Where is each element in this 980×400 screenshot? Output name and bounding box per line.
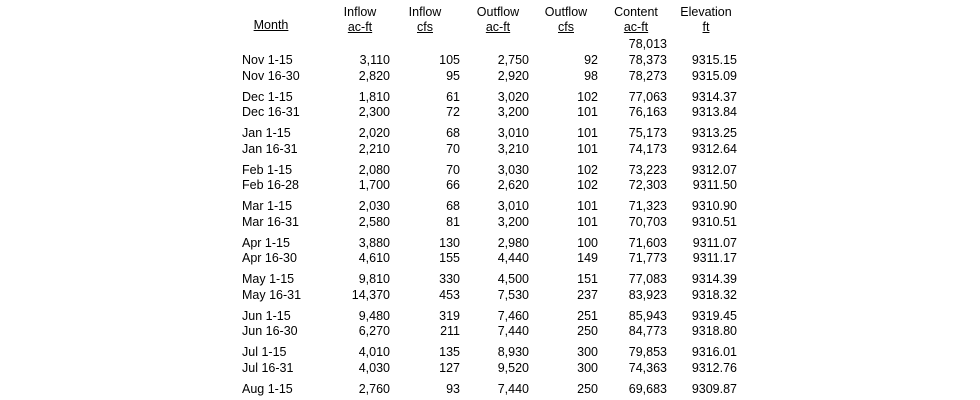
content-cell: 69,683 <box>628 381 667 396</box>
content-cell: 73,223 <box>628 162 667 177</box>
outflow-cfs-cell: 250 <box>577 381 598 396</box>
inflow-cfs-cell: 130 <box>439 235 460 250</box>
inflow-cfs-cell: 61 <box>446 89 460 104</box>
elevation-cell: 9311.17 <box>692 251 737 265</box>
month-cell: Aug 1-15 <box>242 381 293 396</box>
inflow-cfs-cell: 81 <box>446 214 460 229</box>
inflow-acft-cell: 3,110 <box>359 53 390 67</box>
outflow-acft-cell: 3,210 <box>497 141 529 156</box>
inflow-cfs-cell: 70 <box>446 162 460 177</box>
inflow-acft-cell: 9,480 <box>358 308 390 323</box>
month-cell: Mar 1-15 <box>242 199 293 213</box>
month-cell: Dec 1-15 <box>242 89 293 104</box>
month-cell: Apr 1-15 <box>242 235 290 250</box>
content-cell: 71,603 <box>628 235 667 250</box>
outflow-acft-cell: 8,930 <box>497 345 529 359</box>
header-inflow-acft-line2: ac-ft <box>347 20 373 34</box>
inflow-cfs-cell: 68 <box>446 126 460 140</box>
inflow-cfs-cell: 135 <box>439 345 460 359</box>
outflow-acft-cell: 7,440 <box>497 324 529 338</box>
outflow-cfs-cell: 300 <box>577 360 598 375</box>
outflow-acft-cell: 7,460 <box>497 308 529 323</box>
inflow-cfs-cell: 155 <box>439 251 460 265</box>
elevation-cell: 9314.39 <box>691 272 737 286</box>
inflow-cfs-cell: 93 <box>446 381 460 396</box>
outflow-cfs-cell: 100 <box>577 235 598 250</box>
header-inflow-cfs-line1: Inflow <box>408 5 442 19</box>
inflow-acft-cell: 2,300 <box>358 105 390 119</box>
inflow-cfs-cell: 68 <box>446 199 460 213</box>
header-inflow-cfs-line2: cfs <box>417 20 433 34</box>
outflow-cfs-cell: 149 <box>577 251 598 265</box>
elevation-cell: 9309.87 <box>691 381 737 396</box>
elevation-cell: 9311.50 <box>692 178 737 192</box>
outflow-cfs-cell: 300 <box>577 345 598 359</box>
outflow-acft-cell: 7,530 <box>497 287 529 302</box>
outflow-cfs-cell: 102 <box>577 89 598 104</box>
header-outflow-cfs-line2: cfs <box>558 20 574 34</box>
outflow-cfs-cell: 102 <box>577 178 598 192</box>
outflow-acft-cell: 4,440 <box>497 251 529 265</box>
outflow-acft-cell: 3,200 <box>497 105 529 119</box>
content-cell: 71,323 <box>628 199 667 213</box>
outflow-cfs-cell: 101 <box>577 141 598 156</box>
content-cell: 70,703 <box>628 214 667 229</box>
content-cell: 83,923 <box>628 287 667 302</box>
content-cell: 84,773 <box>628 324 667 338</box>
outflow-cfs-cell: 92 <box>584 53 598 67</box>
elevation-cell: 9310.51 <box>691 214 737 229</box>
header-inflow-acft-line1: Inflow <box>343 5 377 19</box>
inflow-acft-cell: 14,370 <box>351 287 390 302</box>
month-cell: May 16-31 <box>242 287 302 302</box>
month-cell: Nov 16-30 <box>242 68 300 83</box>
content-cell: 79,853 <box>628 345 667 359</box>
outflow-acft-cell: 3,010 <box>497 199 529 213</box>
initial-content-value: 78,013 <box>628 37 667 51</box>
inflow-cfs-cell: 319 <box>439 308 460 323</box>
outflow-cfs-cell: 251 <box>577 308 598 323</box>
outflow-cfs-cell: 101 <box>577 105 598 119</box>
inflow-acft-cell: 2,030 <box>358 199 390 213</box>
header-outflow-acft-line2: ac-ft <box>485 20 511 34</box>
inflow-acft-cell: 4,610 <box>358 251 390 265</box>
elevation-cell: 9314.37 <box>691 89 737 104</box>
content-cell: 78,273 <box>628 68 667 83</box>
elevation-cell: 9315.09 <box>691 68 737 83</box>
month-cell: Jan 1-15 <box>242 126 291 140</box>
inflow-cfs-cell: 66 <box>446 178 460 192</box>
month-cell: Feb 16-28 <box>242 178 299 192</box>
month-cell: Jun 16-30 <box>242 324 298 338</box>
inflow-cfs-cell: 70 <box>446 141 460 156</box>
content-cell: 77,083 <box>628 272 667 286</box>
month-cell: Mar 16-31 <box>242 214 299 229</box>
inflow-acft-cell: 1,810 <box>358 89 390 104</box>
outflow-acft-cell: 2,980 <box>497 235 529 250</box>
outflow-acft-cell: 3,020 <box>497 89 529 104</box>
elevation-cell: 9310.90 <box>691 199 737 213</box>
inflow-acft-cell: 2,020 <box>358 126 390 140</box>
month-cell: Jul 16-31 <box>242 360 294 375</box>
outflow-cfs-cell: 101 <box>577 126 598 140</box>
inflow-acft-cell: 1,700 <box>358 178 390 192</box>
inflow-acft-cell: 2,820 <box>358 68 390 83</box>
outflow-cfs-cell: 151 <box>577 272 598 286</box>
inflow-acft-cell: 2,580 <box>358 214 390 229</box>
outflow-acft-cell: 3,010 <box>497 126 529 140</box>
inflow-cfs-cell: 95 <box>446 68 460 83</box>
outflow-acft-cell: 3,030 <box>497 162 529 177</box>
header-outflow-acft-line1: Outflow <box>476 5 520 19</box>
elevation-cell: 9312.07 <box>691 162 737 177</box>
content-cell: 74,173 <box>628 141 667 156</box>
content-cell: 71,773 <box>628 251 667 265</box>
elevation-cell: 9319.45 <box>691 308 737 323</box>
elevation-cell: 9318.32 <box>691 287 737 302</box>
content-cell: 72,303 <box>628 178 667 192</box>
elevation-cell: 9315.15 <box>691 53 737 67</box>
inflow-acft-cell: 9,810 <box>358 272 390 286</box>
header-elevation-line2: ft <box>702 20 710 34</box>
outflow-acft-cell: 4,500 <box>497 272 529 286</box>
outflow-acft-cell: 9,520 <box>497 360 529 375</box>
inflow-cfs-cell: 453 <box>439 287 460 302</box>
month-cell: Jul 1-15 <box>242 345 287 359</box>
month-cell: Nov 1-15 <box>242 53 293 67</box>
header-outflow-cfs-line1: Outflow <box>544 5 588 19</box>
outflow-acft-cell: 2,750 <box>497 53 529 67</box>
content-cell: 74,363 <box>628 360 667 375</box>
elevation-cell: 9318.80 <box>691 324 737 338</box>
month-cell: Jan 16-31 <box>242 141 298 156</box>
inflow-cfs-cell: 72 <box>446 105 460 119</box>
content-cell: 85,943 <box>628 308 667 323</box>
elevation-cell: 9312.76 <box>691 360 737 375</box>
outflow-acft-cell: 2,620 <box>497 178 529 192</box>
elevation-cell: 9312.64 <box>691 141 737 156</box>
header-month: Month <box>253 18 289 32</box>
outflow-cfs-cell: 237 <box>577 287 598 302</box>
outflow-cfs-cell: 102 <box>577 162 598 177</box>
content-cell: 75,173 <box>628 126 667 140</box>
inflow-cfs-cell: 127 <box>439 360 460 375</box>
inflow-acft-cell: 4,010 <box>358 345 390 359</box>
outflow-acft-cell: 3,200 <box>497 214 529 229</box>
outflow-acft-cell: 2,920 <box>497 68 529 83</box>
inflow-acft-cell: 6,270 <box>358 324 390 338</box>
content-cell: 77,063 <box>628 89 667 104</box>
header-elevation-line1: Elevation <box>680 5 732 19</box>
content-cell: 76,163 <box>628 105 667 119</box>
outflow-cfs-cell: 101 <box>577 214 598 229</box>
elevation-cell: 9313.25 <box>691 126 737 140</box>
month-cell: May 1-15 <box>242 272 295 286</box>
inflow-acft-cell: 3,880 <box>358 235 390 250</box>
outflow-cfs-cell: 250 <box>577 324 598 338</box>
elevation-cell: 9311.07 <box>692 235 737 250</box>
inflow-acft-cell: 2,760 <box>358 381 390 396</box>
month-cell: Apr 16-30 <box>242 251 297 265</box>
inflow-cfs-cell: 105 <box>439 53 460 67</box>
outflow-cfs-cell: 101 <box>577 199 598 213</box>
content-cell: 78,373 <box>628 53 667 67</box>
inflow-acft-cell: 2,080 <box>358 162 390 177</box>
header-content-line1: Content <box>614 5 658 19</box>
header-content-line2: ac-ft <box>623 20 649 34</box>
outflow-cfs-cell: 98 <box>584 68 598 83</box>
month-cell: Dec 16-31 <box>242 105 300 119</box>
inflow-acft-cell: 4,030 <box>358 360 390 375</box>
elevation-cell: 9313.84 <box>691 105 737 119</box>
inflow-cfs-cell: 330 <box>439 272 460 286</box>
inflow-cfs-cell: 211 <box>440 324 460 338</box>
month-cell: Feb 1-15 <box>242 162 293 177</box>
outflow-acft-cell: 7,440 <box>497 381 529 396</box>
elevation-cell: 9316.01 <box>691 345 737 359</box>
inflow-acft-cell: 2,210 <box>358 141 390 156</box>
month-cell: Jun 1-15 <box>242 308 291 323</box>
